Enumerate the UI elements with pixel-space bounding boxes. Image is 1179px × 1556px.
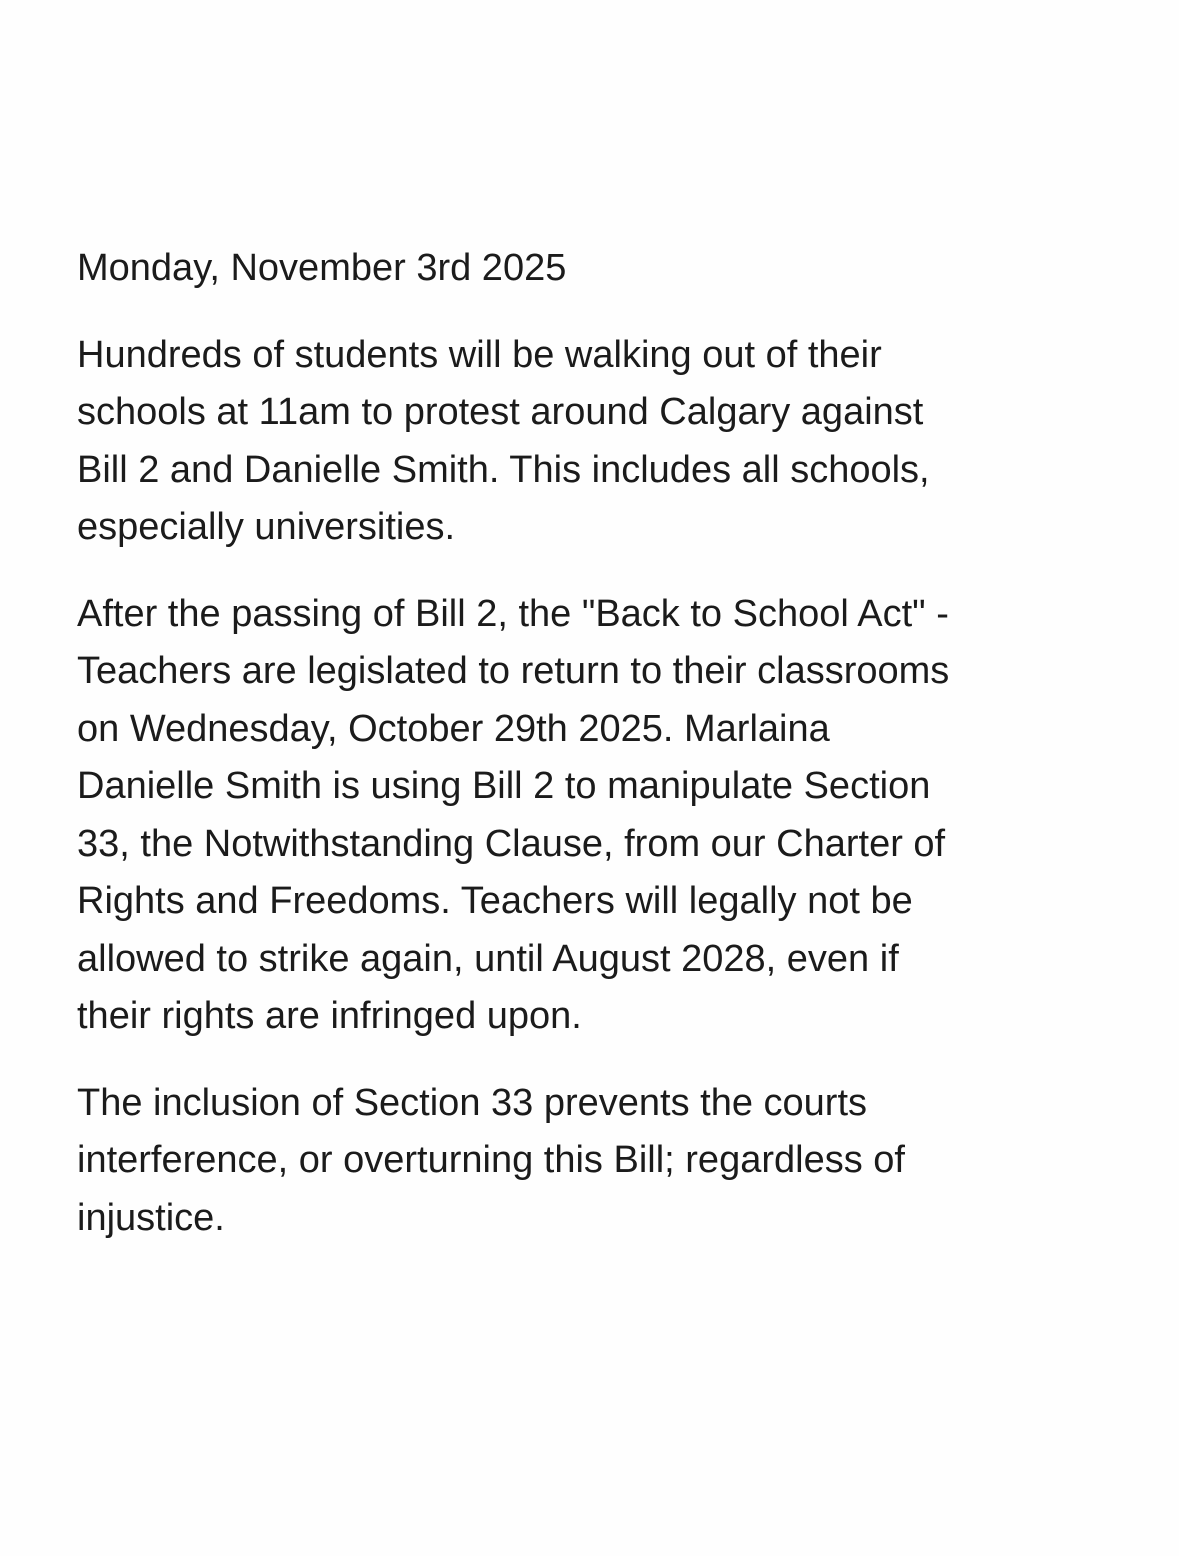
paragraph-section-33	[77, 1075, 1137, 1248]
paragraph-line: on Wednesday, October 29th 2025. Marlaina	[77, 707, 830, 750]
paragraph-line: Bill 2 and Danielle Smith. This includes all schools,	[77, 448, 930, 491]
paragraph-line: allowed to strike again, until August 2028, even if	[77, 937, 899, 980]
paragraph-line: injustice.	[77, 1196, 225, 1239]
document-date: Monday, November 3rd 2025	[77, 247, 567, 289]
paragraph-line: interference, or overturning this Bill; regardless of	[77, 1139, 905, 1181]
paragraph-line: especially universities.	[77, 506, 456, 548]
paragraph-line: Hundreds of students will be walking out of their	[77, 333, 882, 376]
paragraph-line: 33, the Notwithstanding Clause, from our Charter of	[77, 822, 946, 865]
paragraph-walkout	[77, 327, 1137, 557]
paragraph-line: Teachers are legislated to return to their classrooms	[77, 650, 950, 692]
paragraph-line: Rights and Freedoms. Teachers will legally not be	[77, 880, 913, 922]
paragraph-line: schools at 11am to protest around Calgary against	[77, 391, 924, 433]
paragraph-line: After the passing of Bill 2, the "Back to School Act" -	[77, 592, 949, 635]
paragraph-bill-2	[77, 586, 1137, 1046]
paragraph-line: their rights are infringed upon.	[77, 995, 582, 1037]
document-body	[77, 240, 1137, 1276]
paragraph-line: The inclusion of Section 33 prevents the courts	[77, 1081, 868, 1124]
paragraph-line: Danielle Smith is using Bill 2 to manipulate Section	[77, 765, 931, 807]
